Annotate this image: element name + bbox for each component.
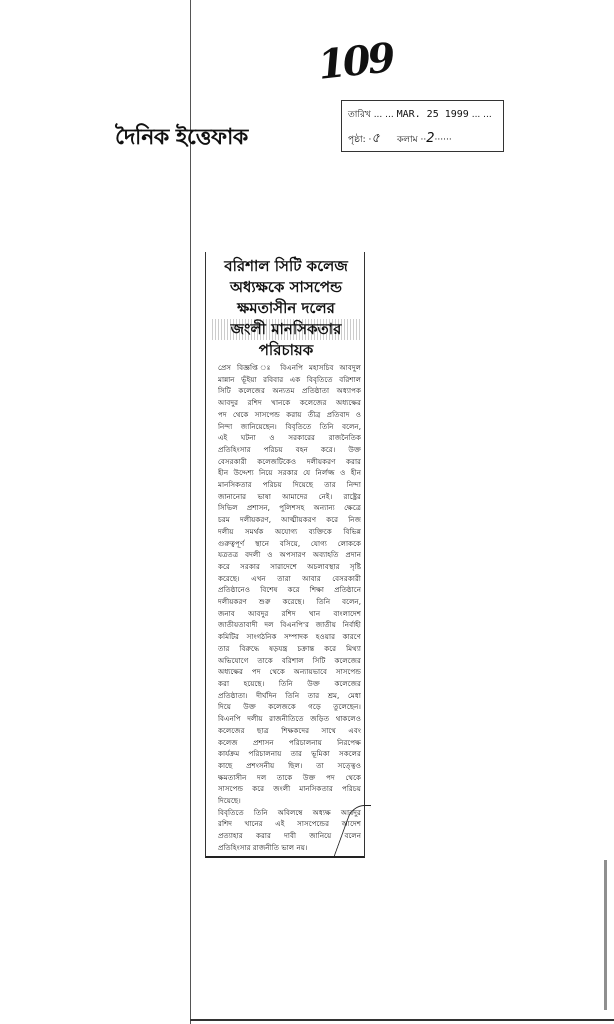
date-stamp: তারিখ ... ... MAR. 25 1999 ... ... পৃষ্ঠা: ·৫ কলাম ··2······ [341, 100, 504, 152]
headline-line: ক্ষমতাসীন দলের [237, 299, 335, 317]
article-body-line: প্রত্যাহার করার দাবী জানিয়ে বলেন [218, 831, 361, 841]
article-body-line: সাসপেন্ড করে জংলী মানসিকতার পরিচয় [218, 784, 361, 794]
article-body-line: কাছে প্রশংসনীয় ছিল। তা সত্ত্বেও [218, 760, 361, 770]
page-label: পৃষ্ঠা: [348, 135, 366, 145]
column-value: 2 [426, 131, 435, 146]
handwritten-page-number: 109 [315, 34, 395, 89]
scan-right-edge [604, 860, 607, 1010]
article-body-line: তার বিরুদ্ধে ষড়যন্ত্র চক্রান্ত করে মিথ্যা [218, 643, 361, 653]
article-body-line: অধ্যক্ষের পদ থেকে অন্যায়ভাবে সাসপেন্ড [218, 667, 361, 677]
article-body-line: প্রতিহিংসার রাজনীতি ভাল নয়। [218, 842, 308, 852]
scan-bottom-edge [190, 1019, 614, 1021]
article-body-line: কলেজের ছাত্র শিক্ষকদের সাথে এবং [218, 725, 361, 735]
article-body-line: হীন উদ্দেশ্য নিয়ে সরকার যে নির্লজ্জ ও হীন [218, 468, 361, 478]
article-body-line: কার্যক্রম পরিচালনায় তার ভূমিকা সকলের [218, 749, 361, 759]
article-body-line: আবদুর রশিদ খানকে কলেজের অধ্যক্ষের [218, 398, 361, 408]
article-body-line: দলীয় সমর্থক অযোগ্য ব্যক্তিকে বিভিন্ন [218, 526, 361, 536]
article-body-line: করে সরকার সারাদেশে অচলাবস্থার সৃষ্টি [218, 561, 361, 571]
article-body-line: জানানোর ভাষা আমাদের নেই। রাষ্ট্রের [218, 491, 361, 501]
article-body-line: কমিটির সাংগঠনিক সম্পাদক হওয়ার কারণে [218, 632, 361, 642]
article-body-line: সিটি কলেজের অন্যতম প্রতিষ্ঠাতা অধ্যাপক [218, 386, 361, 396]
article-body-line: সিভিল প্রশাসন, পুলিশসহ অন্যান্য ক্ষেত্রে [218, 503, 361, 513]
article-body-line: মান্নান ভূঁইয়া রবিবার এক বিবৃতিতে বরিশাল [218, 374, 361, 384]
article-body-line: করেছে। এখন তারা আবার বেসরকারী [218, 573, 361, 583]
article-body-line: অভিযোগে তাকে বরিশাল সিটি কলেজের [218, 655, 361, 665]
column-label: কলাম [397, 135, 418, 145]
article-body-line: প্রেস বিজ্ঞপ্তি ঃ বিএনপি মহাসচিব আবদুল [218, 363, 361, 372]
article-body-line: পদ থেকে সাসপেন্ড করায় তীব্র প্রতিবাদ ও [218, 409, 361, 419]
article-body-line: কলেজ প্রশাসন পরিচালনায় নিরপেক্ষ [218, 737, 361, 747]
article-body-line: বিবৃতিতে তিনি অবিলম্বে অধ্যক্ষ আবদুর [218, 807, 361, 817]
article-body-line: প্রতিহিংসার পরিচয় বহন করে। উক্ত [218, 444, 361, 454]
article-body-line: দিয়েছে। [218, 796, 241, 806]
article-body-line: দলীয়করণ শুরু করেছে। তিনি বলেন, [218, 597, 361, 607]
article-body-line: প্রতিষ্ঠানেও বিশেষ করে শিক্ষা প্রতিষ্ঠানে [218, 585, 361, 595]
article-body-line: মানসিকতার পরিচয় দিয়েছে তার নিন্দা [218, 480, 361, 490]
article-body-line: করা হয়েছে। তিনি উক্ত কলেজের [218, 678, 361, 688]
headline-line: পরিচায়ক [258, 341, 314, 359]
article-body-line: গুরুত্বপূর্ণ স্থানে বসিয়ে, যোগ্য লোককে [218, 538, 361, 548]
article-body [218, 362, 361, 854]
date-value: MAR. 25 1999 [396, 109, 469, 120]
article-body-line: বিএনপি দলীয় রাজনীতিতে জড়িত থাকলেও [218, 714, 361, 724]
article-body-line: যত্রতত্র বদলী ও অপসারণ অব্যাহতি প্রদান [218, 550, 361, 560]
article-body-line: চরম দলীয়করণ, আত্মীয়করণ করে নিজ [218, 515, 361, 525]
article-headline [210, 256, 362, 361]
article-body-line: নিন্দা জানিয়েছেন। বিবৃতিতে তিনি বলেন, [218, 421, 361, 431]
headline-line: বরিশাল সিটি কলেজ [224, 257, 348, 275]
article-body-line: এই ঘটনা ও সরকারের রাজনৈতিক [218, 433, 361, 443]
article-body-line: জনাব আবদুর রশিদ খান বাংলাদেশ [218, 608, 361, 618]
article-body-line: রশিদ খানের এই সাসপেন্ডের আদেশ [218, 819, 361, 829]
article-body-line: দিয়ে উক্ত কলেজকে গড়ে তুলেছেন। [218, 702, 361, 712]
article-body-line: ক্ষমতাসীন দল তাকে উক্ত পদ থেকে [218, 772, 361, 782]
headline-line: অধ্যক্ষকে সাসপেন্ড [230, 278, 342, 296]
article-body-line: জাতীয়তাবাদী দল বিএনপি'র জাতীয় নির্বাহী [218, 620, 361, 630]
page-value: ৫ [371, 131, 380, 146]
article-body-line: বেসরকারী কলেজটিকেও দলীয়করণ করার [218, 456, 361, 466]
article-body-line: প্রতিষ্ঠাতা। দীর্ঘদিন তিনি তার শ্রম, মেধা [218, 690, 361, 700]
date-label: তারিখ [348, 110, 371, 120]
newspaper-name: দৈনিক ইত্তেফাক [115, 125, 248, 150]
headline-line: জংলী মানসিকতার [210, 319, 362, 340]
